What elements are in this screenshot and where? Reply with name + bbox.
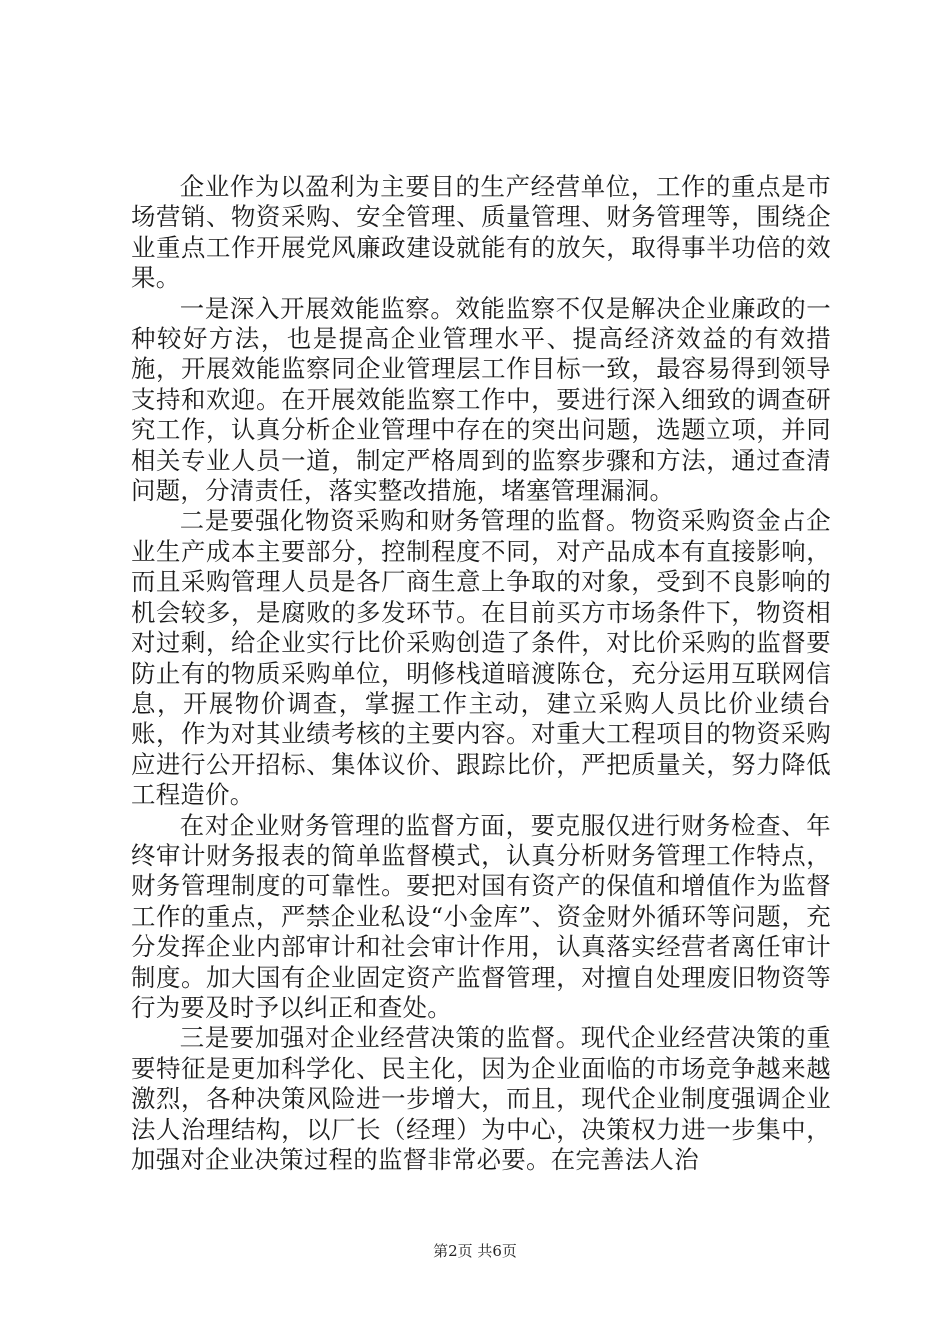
paragraph-efficiency-supervision: 一是深入开展效能监察。效能监察不仅是解决企业廉政的一种较好方法，也是提高企业管理水平、提高经济效益的有效措施，开展效能监察同企业管理层工作目标一致，最容易得到领导支持和欢迎。在开展效能监察工作中，要进行深入细致的调查研究工作，认真分析企业管理中存在的突出问题，选题立项，并同相关专业人员一道，制定严格周到的监察步骤和方法，通过查清问题，分清责任，落实整改措施，堵塞管理漏洞。 [131, 293, 831, 506]
page-number-footer: 第2页 共6页 [433, 1242, 517, 1260]
paragraph-intro: 企业作为以盈利为主要目的生产经营单位，工作的重点是市场营销、物资采购、安全管理、质量管理、财务管理等，围绕企业重点工作开展党风廉政建设就能有的放矢，取得事半功倍的效果。 [131, 172, 831, 293]
paragraph-procurement-supervision: 二是要强化物资采购和财务管理的监督。物资采购资金占企业生产成本主要部分，控制程度不同，对产品成本有直接影响，而且采购管理人员是各厂商生意上争取的对象，受到不良影响的机会较多，是腐败的多发环节。在目前买方市场条件下，物资相对过剩，给企业实行比价采购创造了条件，对比价采购的监督要防止有的物质采购单位，明修栈道暗渡陈仓，充分运用互联网信息，开展物价调查，掌握工作主动，建立采购人员比价业绩台账，作为对其业绩考核的主要内容。对重大工程项目的物资采购应进行公开招标、集体议价、跟踪比价，严把质量关，努力降低工程造价。 [131, 506, 831, 810]
paragraph-decision-supervision: 三是要加强对企业经营决策的监督。现代企业经营决策的重要特征是更加科学化、民主化，因为企业面临的市场竞争越来越激烈，各种决策风险进一步增大，而且，现代企业制度强调企业法人治理结构，以厂长（经理）为中心，决策权力进一步集中，加强对企业决策过程的监督非常必要。在完善法人治 [131, 1023, 831, 1174]
paragraph-financial-supervision: 在对企业财务管理的监督方面，要克服仅进行财务检查、年终审计财务报表的简单监督模式，认真分析财务管理工作特点，财务管理制度的可靠性。要把对国有资产的保值和增值作为监督工作的重点，严禁企业私设“小金库”、资金财外循环等问题，充分发挥企业内部审计和社会审计作用，认真落实经营者离任审计制度。加大国有企业固定资产监督管理，对擅自处理废旧物资等行为要及时予以纠正和查处。 [131, 810, 831, 1022]
document-body [131, 172, 831, 1175]
